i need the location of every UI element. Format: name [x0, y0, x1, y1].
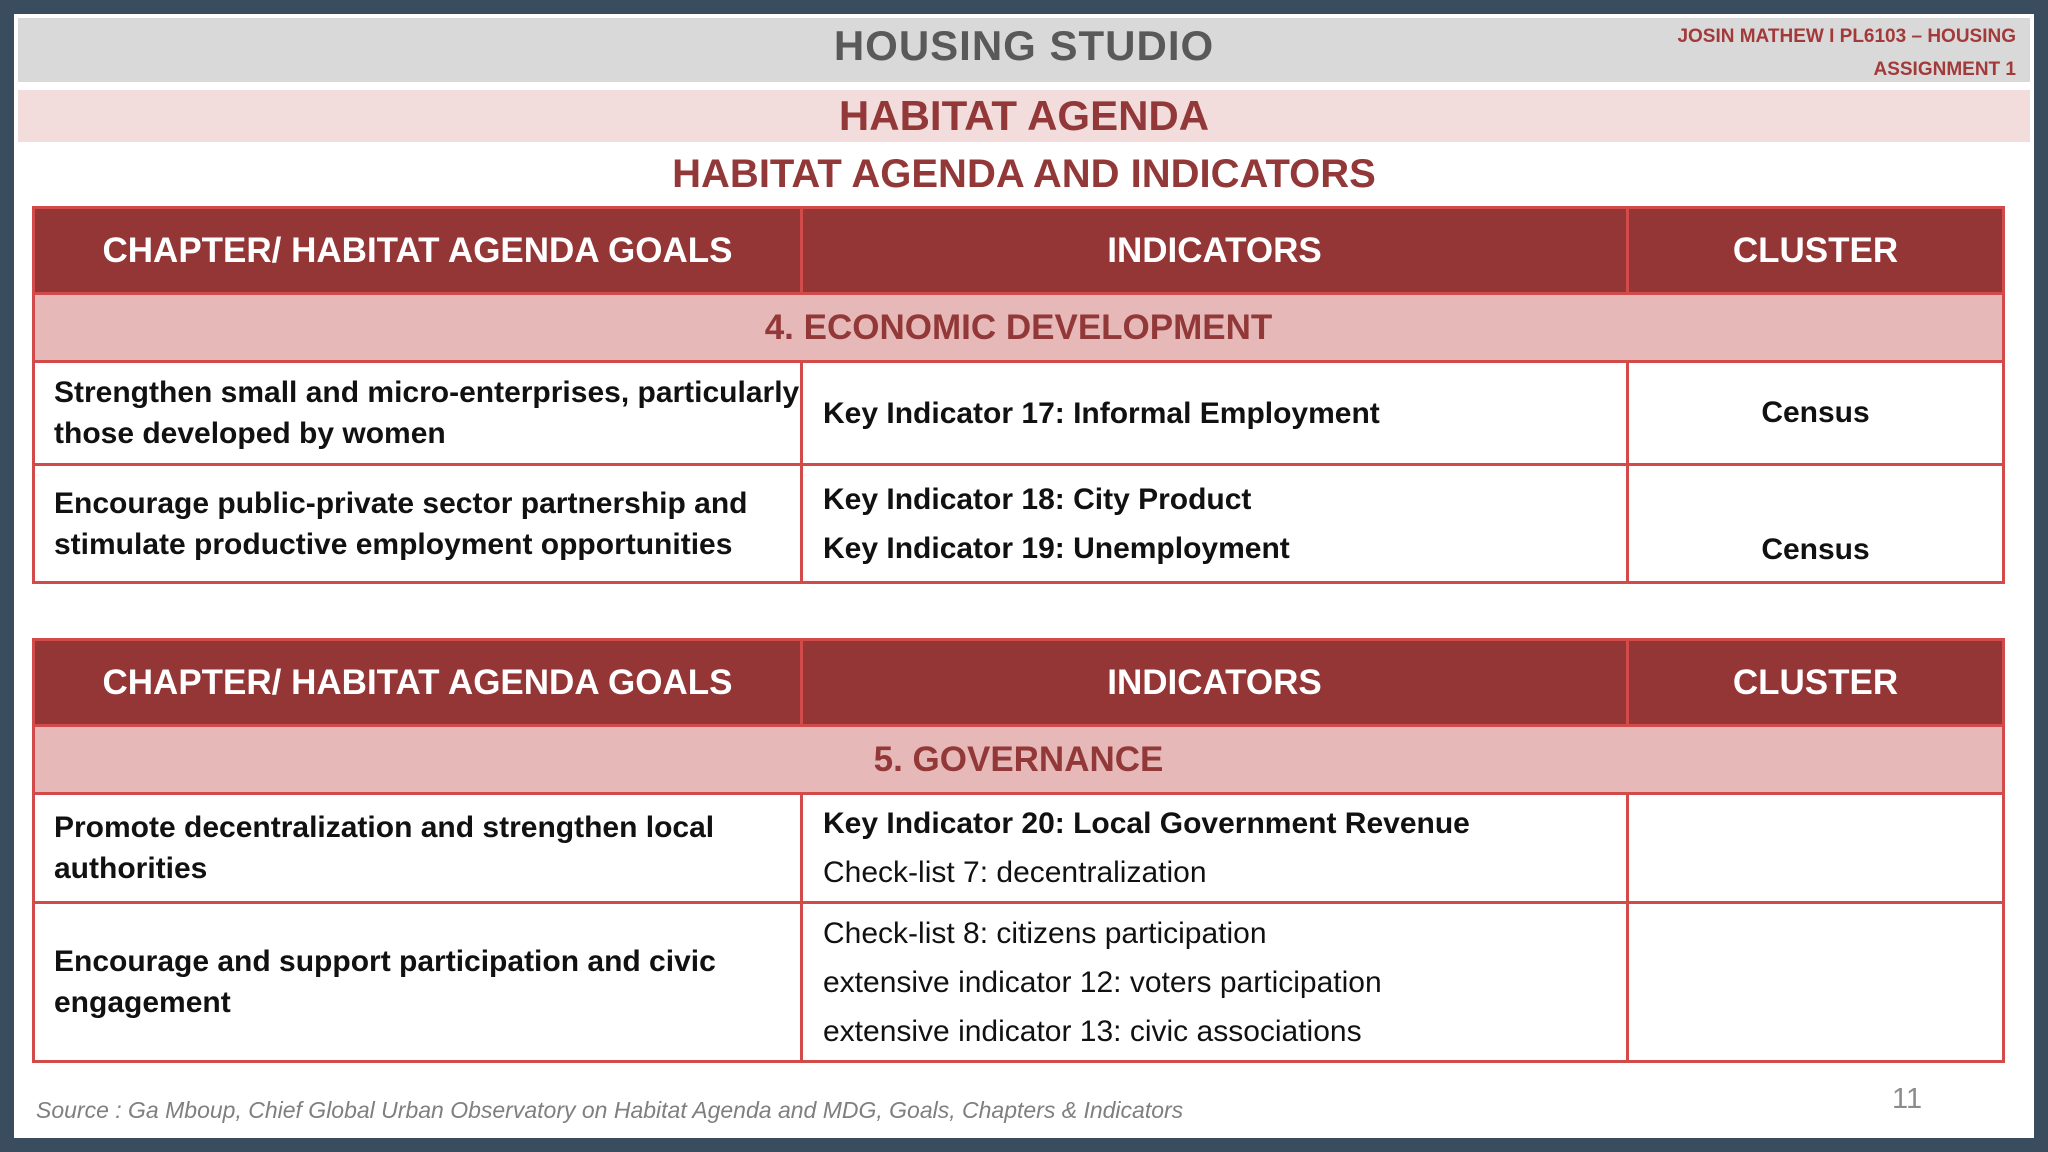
table-row	[34, 903, 2004, 1062]
indicator-line: Check-list 7: decentralization	[823, 856, 1207, 889]
indicator-table-governance	[32, 638, 2005, 1063]
source-note: Source : Ga Mboup, Chief Global Urban Observatory on Habitat Agenda and MDG, Goals, Chapters & Indicators	[36, 1097, 1184, 1123]
indicator-line: Check-list 8: citizens participation	[823, 916, 1267, 950]
column-header-indicators: INDICATORS	[802, 208, 1628, 294]
table-row	[34, 362, 2004, 465]
table-header-row	[34, 640, 2004, 726]
table-header-row	[34, 208, 2004, 294]
cluster-cell: Census	[1628, 362, 2004, 465]
slide-header-title: HOUSING STUDIO	[833, 22, 1215, 69]
indicator-line: extensive indicator 13: civic associations	[823, 1014, 1362, 1048]
indicators-cell	[802, 794, 1628, 903]
column-header-cluster: CLUSTER	[1628, 208, 2004, 294]
indicators-cell	[802, 903, 1628, 1062]
column-header-cluster: CLUSTER	[1628, 640, 2004, 726]
indicator-line: Key Indicator 17: Informal Employment	[823, 396, 1380, 430]
indicator-line: Key Indicator 18: City Product	[823, 482, 1252, 516]
indicator-line: extensive indicator 12: voters participation	[823, 965, 1382, 999]
goal-cell: Encourage and support participation and civic engagement	[34, 903, 802, 1062]
goal-cell: Promote decentralization and strengthen local authorities	[34, 794, 802, 903]
indicators-cell	[802, 362, 1628, 465]
chapter-label: 4. ECONOMIC DEVELOPMENT	[34, 294, 2004, 362]
author-info	[1677, 20, 2016, 86]
indicator-table-economic	[32, 206, 2005, 584]
goal-cell: Encourage public-private sector partnership and stimulate productive employment opportunities	[34, 465, 802, 583]
chapter-row	[34, 726, 2004, 794]
author-line-1: JOSIN MATHEW I PL6103 – HOUSING	[1677, 26, 2016, 47]
chapter-label: 5. GOVERNANCE	[34, 726, 2004, 794]
page-number: 11	[1892, 1083, 1923, 1115]
column-header-indicators: INDICATORS	[802, 640, 1628, 726]
table-row	[34, 794, 2004, 903]
topic-title: HABITAT AGENDA	[838, 92, 1210, 139]
cluster-cell	[1628, 903, 2004, 1062]
section-title: HABITAT AGENDA AND INDICATORS	[672, 152, 1376, 196]
column-header-goals: CHAPTER/ HABITAT AGENDA GOALS	[34, 640, 802, 726]
cluster-cell: Census	[1628, 465, 2004, 583]
goal-cell: Strengthen small and micro-enterprises, particularly those developed by women	[34, 362, 802, 465]
indicator-line: Key Indicator 19: Unemployment	[823, 531, 1290, 565]
indicator-line: Key Indicator 20: Local Government Revenue	[823, 807, 1470, 840]
indicators-cell	[802, 465, 1628, 583]
chapter-row	[34, 294, 2004, 362]
table-row	[34, 465, 2004, 583]
cluster-cell	[1628, 794, 2004, 903]
column-header-goals: CHAPTER/ HABITAT AGENDA GOALS	[34, 208, 802, 294]
author-line-2: ASSIGNMENT 1	[1873, 59, 2016, 80]
